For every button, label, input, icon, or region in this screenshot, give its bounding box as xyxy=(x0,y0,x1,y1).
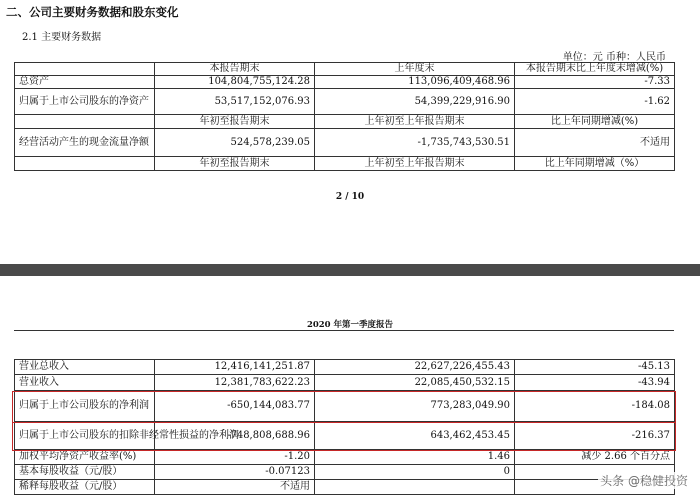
row-label: 经营活动产生的现金流量净额 xyxy=(15,129,155,157)
table-row xyxy=(15,89,675,115)
table-row xyxy=(15,375,675,391)
row-label: 归属于上市公司股东的扣除非经常性损益的净利润 xyxy=(15,422,155,450)
value-cell: 22,627,226,455.43 xyxy=(315,360,515,375)
table-row xyxy=(15,129,675,157)
value-cell xyxy=(315,480,515,495)
watermark: 头条 @稳健投资 xyxy=(600,474,688,488)
value-cell: 22,085,450,532.15 xyxy=(315,375,515,391)
page-separator xyxy=(0,264,700,276)
divider xyxy=(14,330,674,331)
value-cell: 643,462,453.45 xyxy=(315,422,515,450)
header-cell: 上年初至上年报告期末 xyxy=(315,157,515,171)
value-cell: 1.46 xyxy=(315,450,515,465)
value-cell: -43.94 xyxy=(515,375,675,391)
value-cell: -1.20 xyxy=(155,450,315,465)
value-cell: -748,808,688.96 xyxy=(155,422,315,450)
header-cell xyxy=(15,115,155,129)
value-cell: 524,578,239.05 xyxy=(155,129,315,157)
table-row xyxy=(15,360,675,375)
value-cell: 104,804,755,124.28 xyxy=(155,76,315,89)
table-row xyxy=(15,450,675,465)
value-cell: 12,381,783,622.23 xyxy=(155,375,315,391)
header-cell: 上年度末 xyxy=(315,63,515,76)
page-number: 2 / 10 xyxy=(335,192,365,202)
header-cell: 年初至报告期末 xyxy=(155,115,315,129)
header-cell: 上年初至上年报告期末 xyxy=(315,115,515,129)
value-cell: -216.37 xyxy=(515,422,675,450)
report-title: 2020 年第一季度报告 xyxy=(306,320,394,330)
row-label: 营业收入 xyxy=(15,375,155,391)
row-label: 营业总收入 xyxy=(15,360,155,375)
table-header-row xyxy=(15,115,675,129)
value-cell: 0 xyxy=(315,465,515,480)
value-cell: 54,399,229,916.90 xyxy=(315,89,515,115)
section-heading: 二、公司主要财务数据和股东变化 xyxy=(6,5,179,19)
header-cell: 比上年同期增减（%） xyxy=(515,157,675,171)
header-cell: 年初至报告期末 xyxy=(155,157,315,171)
value-cell: -45.13 xyxy=(515,360,675,375)
value-cell: 12,416,141,251.87 xyxy=(155,360,315,375)
table-row xyxy=(15,480,675,495)
value-cell: 113,096,409,468.96 xyxy=(315,76,515,89)
value-cell: -184.08 xyxy=(515,391,675,422)
row-label: 总资产 xyxy=(15,76,155,89)
value-cell: -650,144,083.77 xyxy=(155,391,315,422)
table-header-row xyxy=(15,63,675,76)
value-cell: -1,735,743,530.51 xyxy=(315,129,515,157)
value-cell: 减少 2.66 个百分点 xyxy=(515,450,675,465)
section-subheading: 2.1 主要财务数据 xyxy=(22,32,102,43)
value-cell: 不适用 xyxy=(155,480,315,495)
value-cell: 不适用 xyxy=(515,129,675,157)
row-label: 加权平均净资产收益率(%) xyxy=(15,450,155,465)
table-row xyxy=(15,465,675,480)
header-cell: 本报告期末 xyxy=(155,63,315,76)
table-row xyxy=(15,76,675,89)
header-cell: 本报告期末比上年度末增减(%) xyxy=(515,63,675,76)
financial-data-table xyxy=(14,62,675,171)
row-label: 归属于上市公司股东的净利润 xyxy=(15,391,155,422)
row-label: 归属于上市公司股东的净资产 xyxy=(15,89,155,115)
table-header-row xyxy=(15,157,675,171)
value-cell: -1.62 xyxy=(515,89,675,115)
row-label: 稀释每股收益（元/股） xyxy=(15,480,155,495)
header-cell xyxy=(15,63,155,76)
header-cell: 比上年同期增减(%) xyxy=(515,115,675,129)
header-cell xyxy=(15,157,155,171)
unit-note: 单位：元 币种：人民币 xyxy=(562,52,666,63)
value-cell: -7.33 xyxy=(515,76,675,89)
value-cell: 773,283,049.90 xyxy=(315,391,515,422)
highlight-box-deducted-net-profit xyxy=(12,422,676,451)
row-label: 基本每股收益（元/股） xyxy=(15,465,155,480)
value-cell: 53,517,152,076.93 xyxy=(155,89,315,115)
highlight-box-net-profit xyxy=(12,391,676,423)
value-cell: -0.07123 xyxy=(155,465,315,480)
